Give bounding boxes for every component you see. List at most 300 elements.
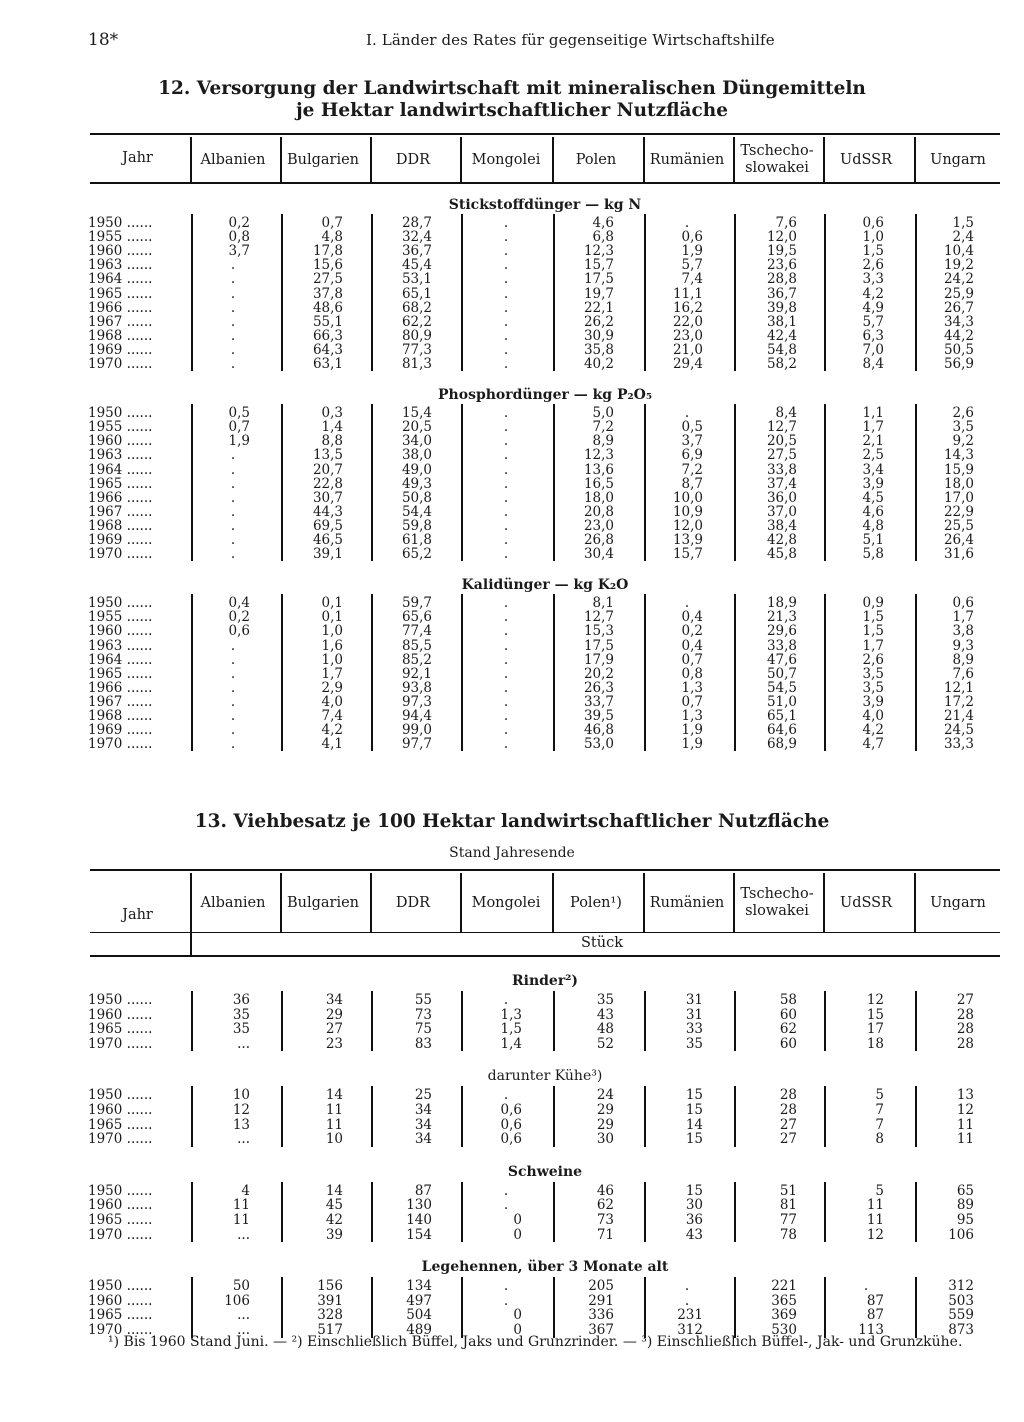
row-value: 11 bbox=[866, 1212, 884, 1228]
row-value: 154 bbox=[406, 1226, 432, 1243]
row-value: 15,7 bbox=[583, 257, 614, 274]
row-value: 497 bbox=[406, 1292, 432, 1309]
row-value: 3,9 bbox=[862, 475, 884, 492]
row-value: . bbox=[863, 1278, 869, 1295]
row-value: 18,0 bbox=[583, 489, 614, 506]
row-year: 1969 ...... bbox=[88, 722, 153, 739]
row-value: 69,5 bbox=[312, 517, 343, 534]
row-value: 55,1 bbox=[312, 313, 343, 330]
row-value: 37,8 bbox=[312, 285, 343, 302]
row-value: 1,9 bbox=[228, 433, 250, 450]
row-value: . bbox=[230, 475, 236, 492]
row-value: . bbox=[230, 651, 236, 668]
row-value: . bbox=[503, 992, 509, 1008]
row-year: 1965 ...... bbox=[88, 1212, 153, 1228]
row-value: 42,4 bbox=[766, 327, 797, 344]
row-value: 62 bbox=[596, 1197, 614, 1214]
table-row bbox=[0, 272, 1024, 286]
row-value: 7,6 bbox=[952, 665, 974, 682]
row-value: 31 bbox=[685, 1006, 703, 1023]
table12-body-vline bbox=[644, 594, 646, 751]
row-value: 46,8 bbox=[583, 722, 614, 739]
row-value: 38,0 bbox=[401, 447, 432, 464]
header-col-line: Rumänien bbox=[649, 894, 725, 911]
row-value: 2,9 bbox=[321, 679, 343, 696]
row-value: 3,4 bbox=[862, 461, 884, 478]
row-value: 48,6 bbox=[312, 299, 343, 316]
row-value: 87 bbox=[866, 1307, 884, 1324]
row-value: 26,4 bbox=[943, 532, 974, 548]
row-value: . bbox=[684, 405, 690, 422]
table13-body-vline bbox=[191, 991, 193, 1051]
row-value: 77,4 bbox=[401, 623, 432, 640]
row-year: 1963 ...... bbox=[88, 447, 153, 464]
row-year: 1970 ...... bbox=[88, 356, 153, 372]
header-col-3 bbox=[460, 152, 552, 169]
row-value: 18 bbox=[866, 1035, 884, 1052]
row-value: 0 bbox=[513, 1212, 522, 1228]
row-value: 61,8 bbox=[401, 532, 432, 548]
row-value: 40,2 bbox=[583, 356, 614, 372]
table13-body-vline bbox=[191, 1086, 193, 1146]
row-year: 1960 ...... bbox=[88, 623, 153, 640]
row-year: 1955 ...... bbox=[88, 229, 153, 246]
row-value: 37,0 bbox=[766, 503, 797, 520]
row-value: 328 bbox=[317, 1307, 343, 1324]
row-value: 29 bbox=[325, 1006, 343, 1023]
row-value: . bbox=[230, 313, 236, 330]
row-year: 1950 ...... bbox=[88, 215, 153, 231]
row-value: 75 bbox=[414, 1021, 432, 1038]
table-row bbox=[0, 420, 1024, 434]
row-value: . bbox=[503, 595, 509, 612]
header-col-8 bbox=[912, 152, 1004, 169]
row-value: 23,6 bbox=[766, 257, 797, 274]
header-col-line: UdSSR bbox=[839, 894, 893, 911]
table13-body-vline bbox=[281, 991, 283, 1051]
row-value: . bbox=[230, 708, 236, 724]
row-value: 6,3 bbox=[862, 327, 884, 344]
row-value: . bbox=[230, 503, 236, 520]
row-value: 35 bbox=[232, 1021, 250, 1038]
row-year: 1960 ...... bbox=[88, 1197, 153, 1214]
row-value: . bbox=[230, 546, 236, 563]
table13-unit-rule bbox=[90, 932, 1000, 933]
row-value: . bbox=[503, 243, 509, 260]
section-title: Legehennen, über 3 Monate alt bbox=[421, 1259, 669, 1276]
table13-body-vline bbox=[281, 1182, 283, 1242]
row-value: 87 bbox=[414, 1182, 432, 1199]
row-value: 46,5 bbox=[312, 532, 343, 548]
row-value: 48 bbox=[596, 1021, 614, 1038]
table-row bbox=[0, 610, 1024, 624]
table-row bbox=[0, 653, 1024, 667]
row-value: 28 bbox=[956, 1035, 974, 1052]
row-value: 0,6 bbox=[952, 595, 974, 612]
row-value: 20,7 bbox=[312, 461, 343, 478]
row-year: 1968 ...... bbox=[88, 708, 153, 724]
table12-body-vline bbox=[191, 404, 193, 561]
table13-body-vline bbox=[824, 1086, 826, 1146]
row-value: 28,7 bbox=[401, 215, 432, 231]
row-year: 1970 ...... bbox=[88, 1322, 153, 1338]
row-value: 68,9 bbox=[766, 736, 797, 753]
row-value: 2,1 bbox=[862, 433, 884, 450]
row-value: 73 bbox=[596, 1212, 614, 1228]
row-value: . bbox=[503, 229, 509, 246]
row-value: 0,7 bbox=[228, 419, 250, 436]
row-year: 1960 ...... bbox=[88, 243, 153, 260]
row-value: 15 bbox=[685, 1102, 703, 1118]
table12-body-vline bbox=[824, 404, 826, 561]
row-value: 71 bbox=[596, 1226, 614, 1243]
row-value: ... bbox=[237, 1035, 250, 1052]
row-value: 73 bbox=[414, 1006, 432, 1023]
table-row bbox=[0, 1037, 1024, 1051]
row-value: 19,2 bbox=[943, 257, 974, 274]
row-value: 44,3 bbox=[312, 503, 343, 520]
row-value: 42,8 bbox=[766, 532, 797, 548]
row-value: 22,9 bbox=[943, 503, 974, 520]
row-value: 0,7 bbox=[681, 651, 703, 668]
row-value: . bbox=[230, 341, 236, 358]
row-value: 35 bbox=[596, 992, 614, 1008]
row-value: 28 bbox=[956, 1021, 974, 1038]
row-year: 1950 ...... bbox=[88, 595, 153, 612]
row-year: 1964 ...... bbox=[88, 651, 153, 668]
row-value: 28 bbox=[779, 1087, 797, 1104]
table12-body-vline bbox=[553, 214, 555, 371]
row-value: 58,2 bbox=[766, 356, 797, 372]
header-col-3 bbox=[460, 895, 552, 912]
table-row bbox=[0, 448, 1024, 462]
table12-body-vline bbox=[824, 594, 826, 751]
row-value: . bbox=[230, 489, 236, 506]
row-value: 8,9 bbox=[952, 651, 974, 668]
row-value: 12 bbox=[866, 992, 884, 1008]
row-value: 0,7 bbox=[321, 215, 343, 231]
row-value: 20,8 bbox=[583, 503, 614, 520]
row-value: 33,3 bbox=[943, 736, 974, 753]
row-value: 85,2 bbox=[401, 651, 432, 668]
row-value: 34,3 bbox=[943, 313, 974, 330]
table13-top-rule bbox=[90, 869, 1000, 871]
row-year: 1968 ...... bbox=[88, 327, 153, 344]
header-col-0 bbox=[187, 895, 279, 912]
table13-body-vline bbox=[644, 1086, 646, 1146]
row-value: . bbox=[503, 517, 509, 534]
row-value: 10,0 bbox=[672, 489, 703, 506]
table12-body-vline bbox=[734, 214, 736, 371]
table-row bbox=[0, 477, 1024, 491]
row-value: . bbox=[230, 447, 236, 464]
row-value: 1,3 bbox=[681, 679, 703, 696]
row-value: 11 bbox=[325, 1102, 343, 1118]
row-value: . bbox=[503, 433, 509, 450]
row-value: . bbox=[230, 517, 236, 534]
row-value: 0,1 bbox=[321, 609, 343, 626]
row-value: 10,9 bbox=[672, 503, 703, 520]
table-row bbox=[0, 533, 1024, 547]
row-value: 59,7 bbox=[401, 595, 432, 612]
table-row bbox=[0, 993, 1024, 1007]
row-value: . bbox=[503, 736, 509, 753]
row-value: 1,5 bbox=[862, 609, 884, 626]
row-value: 0,8 bbox=[228, 229, 250, 246]
row-value: 99,0 bbox=[401, 722, 432, 739]
row-value: 33 bbox=[685, 1021, 703, 1038]
row-year: 1968 ...... bbox=[88, 517, 153, 534]
header-col-line: Ungarn bbox=[930, 151, 986, 168]
row-value: 8,4 bbox=[775, 405, 797, 422]
row-value: 64,3 bbox=[312, 341, 343, 358]
row-value: . bbox=[230, 736, 236, 753]
row-value: 55 bbox=[414, 992, 432, 1008]
row-value: 36 bbox=[685, 1212, 703, 1228]
row-value: 4,9 bbox=[862, 299, 884, 316]
row-value: 39,1 bbox=[312, 546, 343, 563]
row-value: . bbox=[503, 637, 509, 654]
row-value: 21,0 bbox=[672, 341, 703, 358]
table-row bbox=[0, 709, 1024, 723]
page-header bbox=[88, 30, 976, 54]
header-col-line: Mongolei bbox=[471, 151, 541, 168]
row-value: 34 bbox=[414, 1116, 432, 1133]
row-value: 22,8 bbox=[312, 475, 343, 492]
row-value: 33,7 bbox=[583, 693, 614, 710]
row-value: 3,7 bbox=[228, 243, 250, 260]
table12-body-vline bbox=[191, 214, 193, 371]
row-value: 38,4 bbox=[766, 517, 797, 534]
row-year: 1950 ...... bbox=[88, 1087, 153, 1104]
row-value: . bbox=[503, 546, 509, 563]
row-value: 50,5 bbox=[943, 341, 974, 358]
row-value: . bbox=[230, 257, 236, 274]
row-value: 4,0 bbox=[862, 708, 884, 724]
row-value: . bbox=[503, 419, 509, 436]
header-col-0 bbox=[187, 152, 279, 169]
row-value: 4,1 bbox=[321, 736, 343, 753]
table13-body-vline bbox=[734, 1277, 736, 1337]
row-value: 0,4 bbox=[681, 637, 703, 654]
row-value: . bbox=[503, 623, 509, 640]
row-value: 1,7 bbox=[862, 419, 884, 436]
table12-body-vline bbox=[371, 404, 373, 561]
row-value: 10 bbox=[232, 1087, 250, 1104]
row-value: 24,2 bbox=[943, 271, 974, 288]
row-value: 12,7 bbox=[766, 419, 797, 436]
row-value: 65,2 bbox=[401, 546, 432, 563]
row-value: 365 bbox=[771, 1292, 797, 1309]
header-col-1 bbox=[277, 895, 369, 912]
row-value: 32,4 bbox=[401, 229, 432, 246]
row-year: 1950 ...... bbox=[88, 1182, 153, 1199]
row-value: 7 bbox=[875, 1116, 884, 1133]
row-value: 53,0 bbox=[583, 736, 614, 753]
row-value: 0,2 bbox=[228, 609, 250, 626]
table-row bbox=[0, 695, 1024, 709]
row-value: 1,4 bbox=[321, 419, 343, 436]
table13-body-vline bbox=[915, 1086, 917, 1146]
row-value: 39,5 bbox=[583, 708, 614, 724]
table13-body-vline bbox=[281, 1086, 283, 1146]
row-value: 60 bbox=[779, 1006, 797, 1023]
row-value: 35,8 bbox=[583, 341, 614, 358]
row-value: 11 bbox=[325, 1116, 343, 1133]
row-value: 205 bbox=[588, 1278, 614, 1295]
row-year: 1965 ...... bbox=[88, 285, 153, 302]
row-value: 25 bbox=[414, 1087, 432, 1104]
row-year: 1965 ...... bbox=[88, 665, 153, 682]
row-value: 45 bbox=[325, 1197, 343, 1214]
row-year: 1963 ...... bbox=[88, 637, 153, 654]
table12-body-vline bbox=[915, 594, 917, 751]
table13-body-vline bbox=[553, 1277, 555, 1337]
table-row bbox=[0, 463, 1024, 477]
table-row bbox=[0, 1132, 1024, 1146]
row-value: 65,6 bbox=[401, 609, 432, 626]
row-value: 50 bbox=[232, 1278, 250, 1295]
row-value: . bbox=[503, 708, 509, 724]
table13-title: 13. Viehbesatz je 100 Hektar landwirtschaftlicher Nutzfläche bbox=[194, 811, 830, 832]
row-year: 1950 ...... bbox=[88, 1278, 153, 1295]
row-value: 3,7 bbox=[681, 433, 703, 450]
row-value: 68,2 bbox=[401, 299, 432, 316]
row-value: 28 bbox=[779, 1102, 797, 1118]
row-value: 0,6 bbox=[228, 623, 250, 640]
table12-body-vline bbox=[371, 594, 373, 751]
table13-body-vline bbox=[461, 991, 463, 1051]
row-value: . bbox=[503, 461, 509, 478]
row-value: 13,6 bbox=[583, 461, 614, 478]
table12-body-vline bbox=[644, 404, 646, 561]
row-value: 12 bbox=[956, 1102, 974, 1118]
row-value: 4,6 bbox=[592, 215, 614, 231]
table-row bbox=[0, 1228, 1024, 1242]
row-value: 36,7 bbox=[766, 285, 797, 302]
row-value: 0,9 bbox=[862, 595, 884, 612]
row-value: 106 bbox=[224, 1292, 250, 1309]
row-value: 7,2 bbox=[592, 419, 614, 436]
row-value: 15,3 bbox=[583, 623, 614, 640]
row-value: . bbox=[230, 327, 236, 344]
row-value: 54,5 bbox=[766, 679, 797, 696]
row-value: 30 bbox=[596, 1131, 614, 1148]
row-value: 1,0 bbox=[862, 229, 884, 246]
row-value: 35 bbox=[685, 1035, 703, 1052]
row-year: 1967 ...... bbox=[88, 693, 153, 710]
table13-body-vline bbox=[553, 1086, 555, 1146]
row-value: 36 bbox=[232, 992, 250, 1008]
row-value: 18,9 bbox=[766, 595, 797, 612]
table12-body-vline bbox=[281, 594, 283, 751]
header-col-2 bbox=[367, 895, 459, 912]
row-value: 15,9 bbox=[943, 461, 974, 478]
table13-body-vline bbox=[461, 1086, 463, 1146]
table-row bbox=[0, 639, 1024, 653]
row-value: 4,2 bbox=[862, 285, 884, 302]
row-value: . bbox=[503, 299, 509, 316]
header-col-line: DDR bbox=[395, 894, 431, 911]
table12-body-vline bbox=[734, 594, 736, 751]
row-value: 29 bbox=[596, 1116, 614, 1133]
row-value: 1,7 bbox=[952, 609, 974, 626]
row-value: 44,2 bbox=[943, 327, 974, 344]
row-value: 312 bbox=[948, 1278, 974, 1295]
row-value: 27 bbox=[779, 1131, 797, 1148]
row-value: . bbox=[503, 285, 509, 302]
table12-body-vline bbox=[553, 594, 555, 751]
row-value: . bbox=[503, 532, 509, 548]
row-value: 4,8 bbox=[862, 517, 884, 534]
row-value: 0 bbox=[513, 1226, 522, 1243]
row-value: 30,7 bbox=[312, 489, 343, 506]
row-value: 7,4 bbox=[681, 271, 703, 288]
header-col-line: Polen¹) bbox=[570, 894, 622, 911]
row-value: 20,5 bbox=[401, 419, 432, 436]
table-row bbox=[0, 301, 1024, 315]
table13-body-vline bbox=[734, 1182, 736, 1242]
table13-body-vline bbox=[824, 991, 826, 1051]
table13-body-vline bbox=[191, 1182, 193, 1242]
table-row bbox=[0, 244, 1024, 258]
row-value: 4,2 bbox=[862, 722, 884, 739]
table13-body-vline bbox=[191, 1277, 193, 1337]
row-value: 39,8 bbox=[766, 299, 797, 316]
row-value: 59,8 bbox=[401, 517, 432, 534]
row-value: 0,6 bbox=[681, 229, 703, 246]
row-value: 50,7 bbox=[766, 665, 797, 682]
row-value: . bbox=[503, 651, 509, 668]
row-value: 14 bbox=[325, 1087, 343, 1104]
header-col-line: Albanien bbox=[200, 894, 266, 911]
row-value: 0 bbox=[513, 1322, 522, 1338]
row-value: 27 bbox=[325, 1021, 343, 1038]
table-row bbox=[0, 681, 1024, 695]
row-value: 39 bbox=[325, 1226, 343, 1243]
row-value: 24 bbox=[596, 1087, 614, 1104]
row-value: 26,8 bbox=[583, 532, 614, 548]
row-value: . bbox=[503, 327, 509, 344]
table-row bbox=[0, 216, 1024, 230]
row-value: 31 bbox=[685, 992, 703, 1008]
table-row bbox=[0, 1088, 1024, 1102]
row-value: 22,1 bbox=[583, 299, 614, 316]
row-value: 11,1 bbox=[672, 285, 703, 302]
row-value: 14,3 bbox=[943, 447, 974, 464]
row-value: 27,5 bbox=[312, 271, 343, 288]
row-value: 13,9 bbox=[672, 532, 703, 548]
row-year: 1965 ...... bbox=[88, 1021, 153, 1038]
row-value: 9,3 bbox=[952, 637, 974, 654]
row-value: 8 bbox=[875, 1131, 884, 1148]
row-value: 23,0 bbox=[672, 327, 703, 344]
table13-body-vline bbox=[371, 1182, 373, 1242]
row-value: 3,5 bbox=[862, 665, 884, 682]
row-value: 11 bbox=[232, 1212, 250, 1228]
row-value: 20,5 bbox=[766, 433, 797, 450]
row-value: 140 bbox=[406, 1212, 432, 1228]
table13-body-vline bbox=[371, 1277, 373, 1337]
section-title: Rinder²) bbox=[512, 973, 578, 989]
table13-body-vline bbox=[461, 1182, 463, 1242]
row-value: 4,5 bbox=[862, 489, 884, 506]
row-value: 312 bbox=[677, 1322, 703, 1338]
row-value: 113 bbox=[858, 1322, 884, 1338]
row-value: 28 bbox=[956, 1006, 974, 1023]
row-year: 1960 ...... bbox=[88, 1006, 153, 1023]
row-value: 5,7 bbox=[681, 257, 703, 274]
